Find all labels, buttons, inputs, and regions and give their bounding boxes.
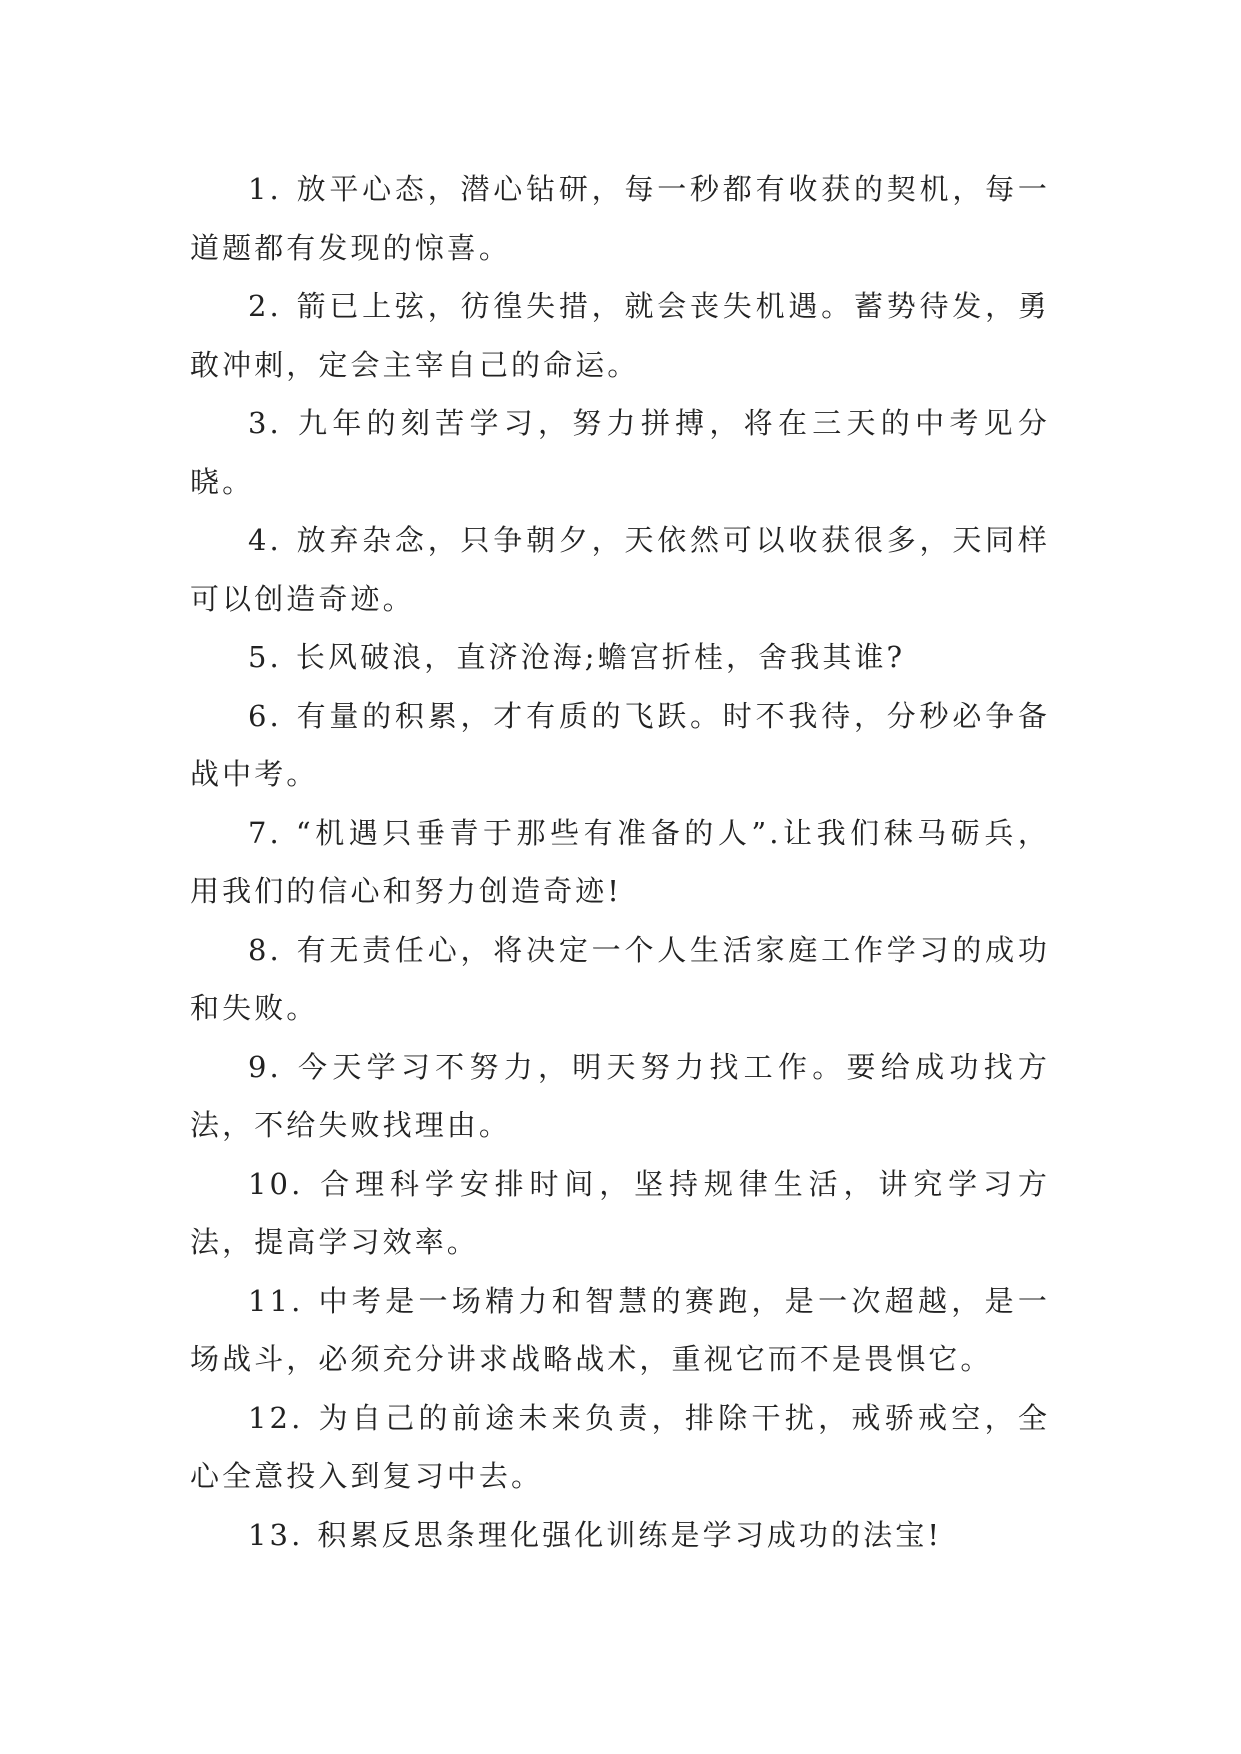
item-text: 积累反思条理化强化训练是学习成功的法宝! [317,1517,943,1552]
item-text: “机遇只垂青于那些有准备的人”.让我们秣马砺兵，用我们的信心和努力创造奇迹! [190,815,1050,908]
list-item [190,394,1050,511]
item-text: 中考是一场精力和智慧的赛跑，是一次超越，是一场战斗，必须充分讲求战略战术，重视它而不是畏惧它。 [190,1283,1050,1376]
item-text: 九年的刻苦学习，努力拼搏，将在三天的中考见分晓。 [190,406,1050,499]
item-number: 11. [248,1283,304,1318]
item-number: 4. [248,523,282,557]
list-item [190,1506,1050,1565]
list-item [190,277,1050,394]
item-number: 1. [248,172,282,206]
item-number: 8. [248,932,282,967]
item-text: 有量的积累，才有质的飞跃。时不我待，分秒必争备战中考。 [190,698,1050,791]
item-text: 今天学习不努力，明天努力找工作。要给成功找方法，不给失败找理由。 [190,1049,1050,1142]
list-item [190,1389,1050,1506]
list-item [190,921,1050,1038]
list-item [190,804,1050,921]
item-number: 10. [248,1166,304,1201]
list-item [190,1272,1050,1389]
item-text: 有无责任心，将决定一个人生活家庭工作学习的成功和失败。 [190,932,1050,1025]
list-item [190,160,1050,277]
item-number: 7. [248,815,282,850]
item-number: 6. [248,698,282,733]
item-text: 放平心态，潜心钻研，每一秒都有收获的契机，每一道题都有发现的惊喜。 [190,172,1050,265]
item-number: 2. [248,289,282,323]
item-text: 放弃杂念，只争朝夕，天依然可以收获很多，天同样可以创造奇迹。 [190,523,1050,616]
item-text: 箭已上弦，彷徨失措，就会丧失机遇。蓄势待发，勇敢冲刺，定会主宰自己的命运。 [190,289,1050,382]
list-item [190,511,1050,628]
list-item [190,1038,1050,1155]
item-number: 3. [248,406,282,440]
item-number: 13. [248,1517,304,1552]
document-body [190,160,1050,1564]
list-item [190,687,1050,804]
item-text: 长风破浪，直济沧海;蟾宫折桂，舍我其谁? [295,640,906,674]
item-number: 5. [248,640,282,674]
item-number: 12. [248,1400,304,1435]
item-text: 为自己的前途未来负责，排除干扰，戒骄戒空，全心全意投入到复习中去。 [190,1400,1050,1493]
list-item [190,628,1050,687]
list-item [190,1155,1050,1272]
item-number: 9. [248,1049,282,1084]
item-text: 合理科学安排时间，坚持规律生活，讲究学习方法，提高学习效率。 [190,1166,1050,1259]
